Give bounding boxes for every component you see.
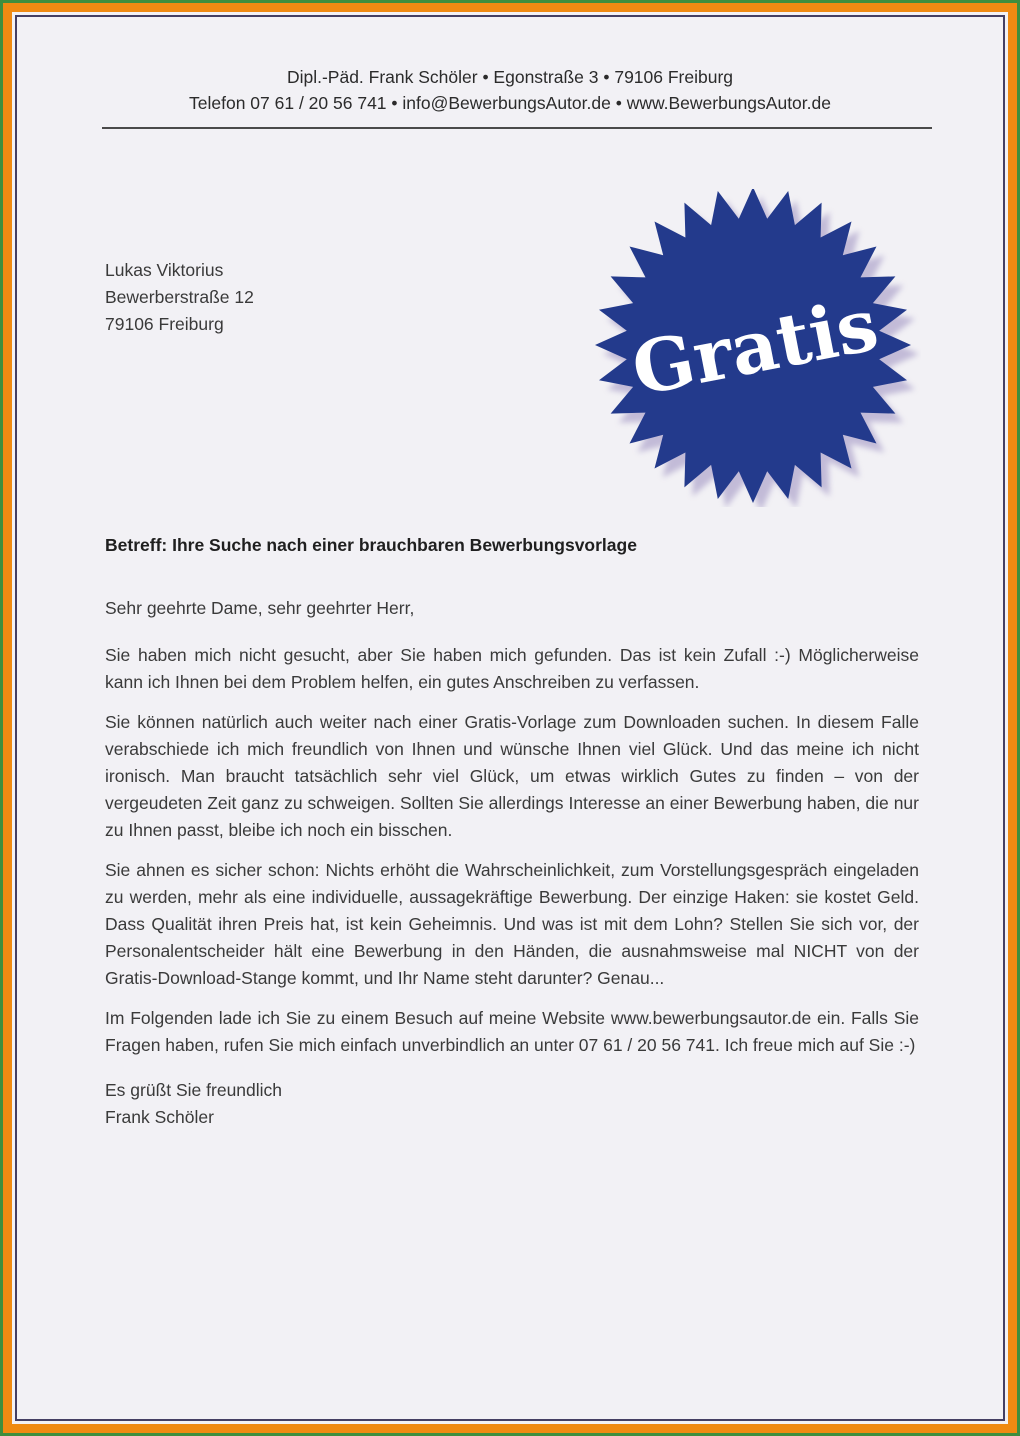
recipient-street: Bewerberstraße 12	[105, 287, 254, 307]
recipient-city: 79106 Freiburg	[105, 314, 224, 334]
paragraph-4: Im Folgenden lade ich Sie zu einem Besuch auf meine Website www.bewerbungsautor.de ein. Falls Sie Fragen haben, rufen Sie mich einfach unverbindlich an unter 07 61 / 20 56 741. Ich freue mich auf Sie :-)	[105, 1008, 919, 1055]
closing-block	[105, 1077, 919, 1131]
letter-body	[105, 532, 919, 1131]
paragraph-1: Sie haben mich nicht gesucht, aber Sie haben mich gefunden. Das ist kein Zufall :-) Möglicherweise kann ich Ihnen bei dem Problem helfen, ein gutes Anschreiben zu verfassen.	[105, 645, 919, 692]
recipient-address-block	[105, 257, 254, 338]
sender-header	[17, 64, 1003, 116]
gratis-badge	[589, 189, 921, 507]
page-border-inner-line	[15, 15, 1005, 1421]
sender-header-line1: Dipl.-Päd. Frank Schöler • Egonstraße 3 • 79106 Freiburg	[286, 67, 734, 87]
sender-header-line2: Telefon 07 61 / 20 56 741 • info@BewerbungsAutor.de • www.BewerbungsAutor.de	[189, 93, 831, 113]
page-border-orange	[3, 3, 1017, 1433]
badge-label: Gratis	[625, 281, 885, 412]
letter-page	[17, 17, 1003, 1419]
gratis-badge-starburst-icon	[589, 189, 921, 507]
page-border-gap	[12, 12, 1008, 1424]
header-divider	[102, 127, 932, 129]
salutation: Sehr geehrte Dame, sehr geehrter Herr,	[105, 598, 415, 618]
closing-greeting: Es grüßt Sie freundlich	[105, 1080, 283, 1100]
paragraph-3: Sie ahnen es sicher schon: Nichts erhöht die Wahrscheinlichkeit, zum Vorstellungsgespräch eingeladen zu werden, mehr als eine individuelle, aussagekräftige Bewerbung. Der einzige Haken: sie kostet Geld. Dass Qualität ihren Preis hat, ist kein Geheimnis. Und was ist mit dem Lohn? Stellen Sie sich vor, der Personalentscheider hält eine Bewerbung in den Händen, die ausnahmsweise mal NICHT von der Gratis-Download-Stange kommt, und Ihr Name steht darunter? Genau...	[105, 860, 919, 988]
paragraph-2: Sie können natürlich auch weiter nach einer Gratis-Vorlage zum Downloaden suchen. In diesem Falle verabschiede ich mich freundlich von Ihnen und wünsche Ihnen viel Glück. Und das meine ich nicht ironisch. Man braucht tatsächlich sehr viel Glück, um etwas wirklich Gutes zu finden – von der vergeudeten Zeit ganz zu schweigen. Sollten Sie allerdings Interesse an einer Bewerbung haben, die nur zu Ihnen passt, bleibe ich noch ein bisschen.	[105, 712, 919, 840]
subject-line: Betreff: Ihre Suche nach einer brauchbaren Bewerbungsvorlage	[105, 535, 637, 555]
closing-signature: Frank Schöler	[105, 1107, 214, 1127]
recipient-name: Lukas Viktorius	[105, 260, 224, 280]
